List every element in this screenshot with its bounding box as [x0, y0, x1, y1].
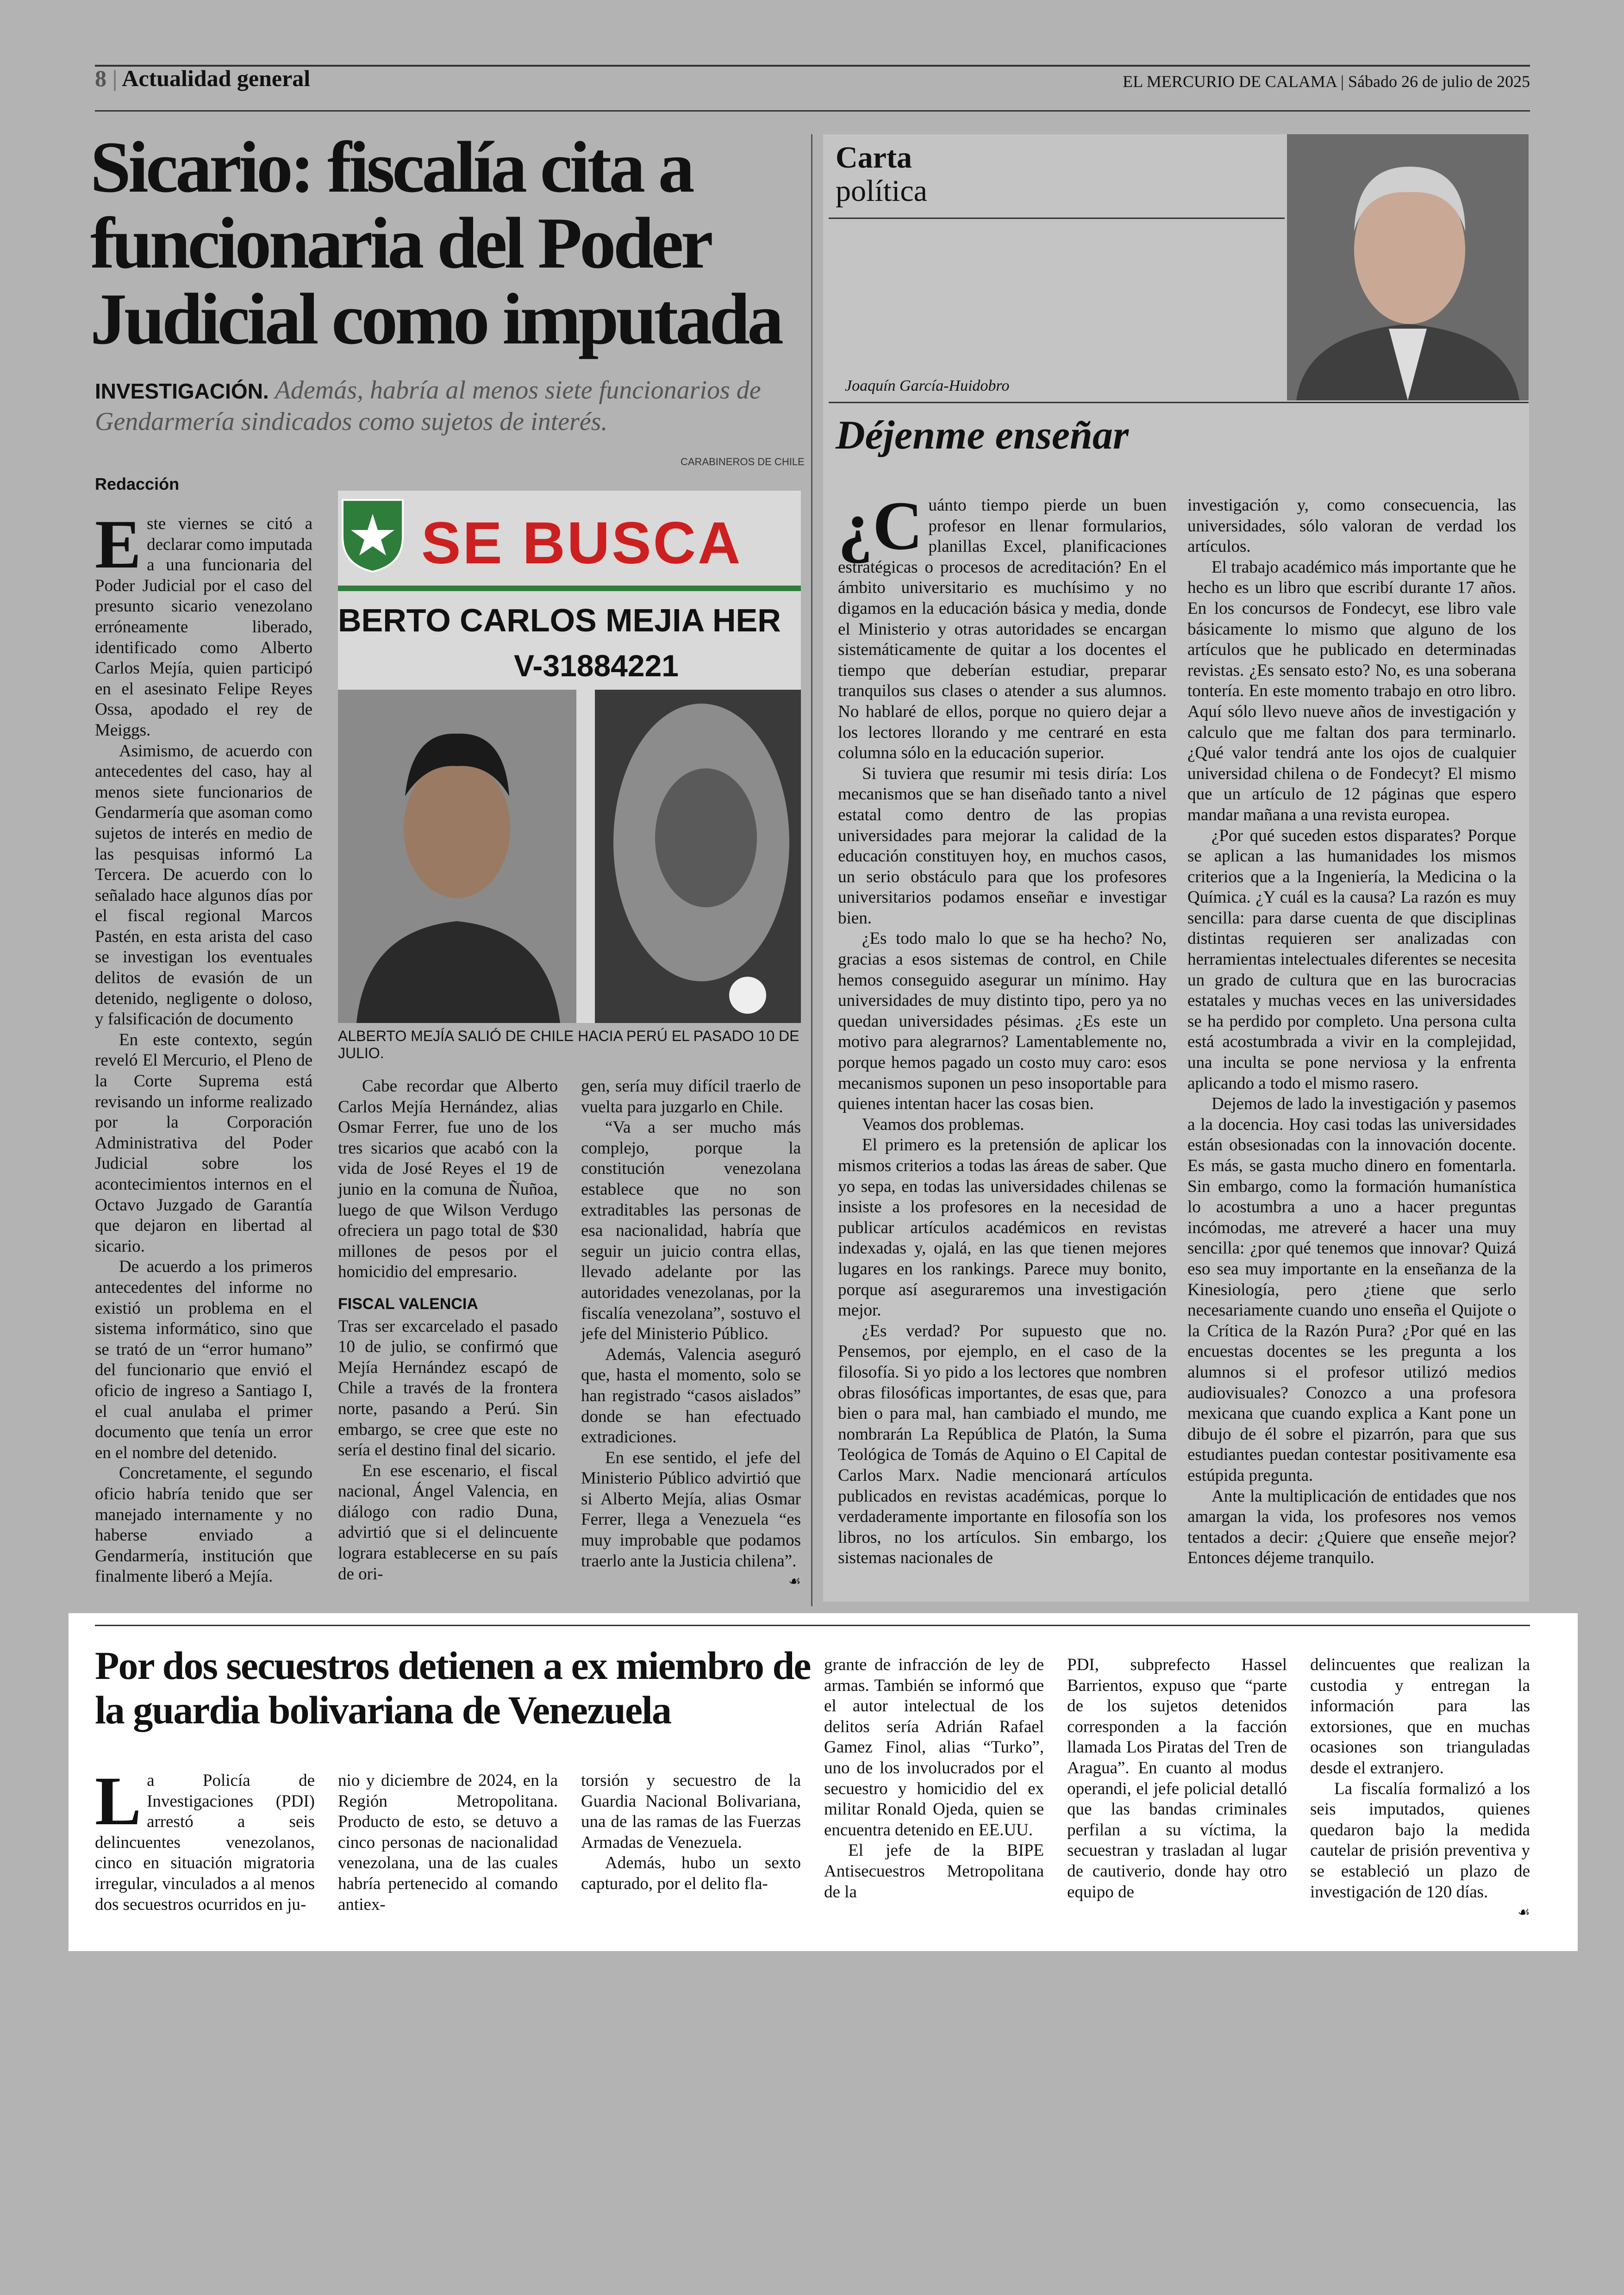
tattoo-photo [595, 690, 801, 1023]
paragraph: Además, Valencia aseguró que, hasta el momento, solo se han registrado “casos aislados” donde se han efectuado extradiciones. [581, 1345, 801, 1447]
bottom-column-1 [95, 1763, 315, 1915]
opinion-column-1 [838, 487, 1167, 1569]
author-portrait [1287, 134, 1529, 400]
poster-name: BERTO CARLOS MEJIA HER [338, 602, 781, 638]
paragraph: delincuentes que realizan la custodia y entregan la información para las extorsiones, que en muchas ocasiones son trianguladas desde el extranjero. [1310, 1655, 1530, 1777]
dropcap: E [95, 506, 142, 583]
poster-divider [338, 586, 801, 591]
paragraph: Veamos dos problemas. [862, 1115, 1024, 1134]
paragraph: PDI, subprefecto Hassel Barrientos, expuso que “parte de los sujetos detenidos corresponden a la facción llamada Los Piratas del Tren de Aragua”. En cuanto al modus operandi, el jefe policial detalló que las bandas criminales perfilan a su víctima, la secuestran y trasladan al lugar de cautiverio, donde hay otro equipo de [1067, 1655, 1287, 1902]
paragraph: Cabe recordar que Alberto Carlos Mejía Hernández, alias Osmar Ferrer, fue uno de los tres sicarios que acabó con la vida de José Reyes el 19 de junio en la comuna de Ñuñoa, luego de que Wilson Verdugo ofreciera un pago total de $30 millones de pesos por el homicidio del empresario. [338, 1077, 558, 1282]
opinion-section-label [836, 141, 927, 208]
paragraph: nio y diciembre de 2024, en la Región Metropolitana. Producto de esto, se detuvo a cinco personas de nacionalidad venezolana, una de las cuales habría pertenecido al comando antiex- [338, 1771, 558, 1914]
paragraph: Además, hubo un sexto capturado, por el delito fla- [581, 1853, 801, 1893]
paragraph: grante de infracción de ley de armas. También se informó que el autor intelectual de los delitos sería Adrián Rafael Gamez Finol, alias “Turko”, uno de los involucrados por el secuestro y homicidio del ex militar Ronald Ojeda, quien se encuentra detenido en EE.UU. [824, 1655, 1044, 1840]
paragraph: Tras ser excarcelado el pasado 10 de julio, se confirmó que Mejía Hernández escapó de Chile a través de la frontera norte, pasando a Perú. Sin embargo, se cree que este no sería el destino final del sicario. [338, 1316, 558, 1460]
main-column-3 [581, 1076, 801, 1592]
publication-info: EL MERCURIO DE CALAMA | Sábado 26 de julio de 2025 [1123, 72, 1530, 91]
paragraph: a Policía de Investigaciones (PDI) arrestó a seis delincuentes venezolanos, cinco en situación migratoria irregular, vinculados a al menos dos secuestros ocurridos en ju- [95, 1771, 315, 1914]
section-line-2: política [836, 174, 927, 208]
photo-credit: CARABINEROS DE CHILE [681, 456, 805, 468]
bottom-column-5 [1067, 1655, 1287, 1902]
bottom-column-2 [338, 1771, 558, 1915]
bottom-column-4 [824, 1655, 1044, 1902]
column-divider [811, 134, 812, 1606]
dropcap: ¿C [838, 487, 923, 564]
paragraph: El trabajo académico más importante que he hecho es un libro que escribí durante 17 años. En los concursos de Fondecyt, ese libro vale básicamente lo mismo que alguno de los artículos que he publicado en determinadas revistas. ¿Es sensato esto? No, es una soberana tontería. En este momento trabajo en otro libro. Aquí sólo llevo nueve años de investigación y calculo que me faltan dos para terminarlo. ¿Qué valor tendrá ante los ojos de cualquier universidad chilena o de Fondecyt? El mismo que un artículo de 12 páginas que espero mandar mañana a una revista europea. [1187, 557, 1516, 824]
section-line-1: Carta [836, 141, 912, 175]
end-mark-icon: ☙ [788, 1573, 801, 1590]
opinion-column-2 [1187, 495, 1516, 1569]
paragraph: torsión y secuestro de la Guardia Nacional Bolivariana, una de las ramas de las Fuerzas Armadas de Venezuela. [581, 1771, 801, 1852]
paragraph: Concretamente, el segundo oficio habría tenido que ser manejado internamente y no haberse enviado a Gendarmería, institución que finalmente liberó a Mejía. [95, 1464, 312, 1586]
main-kicker [95, 375, 799, 437]
main-column-2 [338, 1076, 558, 1584]
end-mark-icon: ☙ [1518, 1904, 1530, 1921]
main-headline: Sicario: fiscalía cita a funcionaria del Poder Judicial como imputada [90, 127, 781, 360]
kicker-text: Además, habría al menos siete funcionarios de Gendarmería sindicados como sujetos de interés. [95, 376, 761, 436]
kicker-label: INVESTIGACIÓN. [95, 379, 269, 403]
photo-caption: ALBERTO MEJÍA SALIÓ DE CHILE HACIA PERÚ EL PASADO 10 DE JULIO. [338, 1028, 800, 1061]
paragraph: En este contexto, según reveló El Mercurio, el Pleno de la Corte Suprema está revisando un informe realizado por la Corporación Administrativa del Poder Judicial sobre los acontecimientos internos en el Octavo Juzgado de Garantía que dejaron en libertad al sicario. [95, 1030, 312, 1256]
paragraph: Ante la multiplicación de entidades que nos amargan la vida, los profesores nos vemos tentados a decir: ¿Quiere que enseñe mejor? Entonces déjeme tranquilo. [1187, 1486, 1516, 1568]
publication-name: EL MERCURIO DE CALAMA [1123, 72, 1337, 91]
bottom-article-rule [95, 1625, 1530, 1626]
carabineros-badge-icon [338, 495, 407, 574]
paragraph: En ese escenario, el fiscal nacional, Ángel Valencia, en diálogo con radio Duna, advirtió que si el delincuente lograra establecerse en su país de ori- [338, 1461, 558, 1584]
bottom-column-3 [581, 1771, 801, 1895]
opinion-author: Joaquín García-Huidobro [845, 377, 1010, 394]
bottom-column-6 [1310, 1655, 1530, 1923]
paragraph: ¿Es verdad? Por supuesto que no. Pensemos, por ejemplo, en el caso de la filosofía. Si yo pido a los lectores que nombren obras filosóficas importantes, de esas que, para bien o para mal, han cambiado el mundo, me nombrarán La República de Platón, la Suma Teológica de Tomás de Aquino o El Capital de Carlos Marx. Nadie mencionará artículos publicados en revistas académicas, porque lo verdaderamente importante en filosofía son los libros, no los artículos. Sin embargo, los sistemas nacionales de [838, 1321, 1167, 1568]
paragraph: Dejemos de lado la investigación y pasemos a la docencia. Hoy casi todas las universidades están obsesionadas con la innovación docente. Es más, se gasta mucho dinero en fomentarla. Sin embargo, como la formación humanística lo acostumbra a uno a hacer preguntas incómodas, me atreveré a hacer una muy sencilla: ¿por qué tenemos que innovar? Quizá eso sea muy importante en la enseñanza de la Kinesiología, pero ¿tiene que serlo necesariamente cuando uno enseña el Quijote o la Crítica de la Razón Pura? ¿Por qué en las encuestas docentes se les pregunta a los alumnos si el profesor utilizó medios audiovisuales? Conozco a una profesora mexicana que cuando explica a Kant pone un dibujo de él sobre el pizarrón, para que sus estudiantes puedan contestar positivamente esa estúpida pregunta. [1187, 1094, 1516, 1485]
section-name: Actualidad general [122, 65, 311, 91]
header-bottom-rule [95, 110, 1530, 112]
poster-id: V-31884221 [514, 649, 679, 683]
paragraph: La fiscalía formalizó a los seis imputados, quienes quedaron bajo la medida cautelar de prisión preventiva y se estableció un plazo de investigación de 120 días. [1310, 1779, 1530, 1902]
paragraph: ¿Por qué suceden estos disparates? Porque se aplican a las humanidades los mismos criterios que a la Ingeniería, la Medicina o la Química. ¿Y cuál es la causa? La razón es muy sencilla: para darse cuenta de que disciplinas distintas requieren ser analizadas con herramientas intelectuales diferentes se necesita un grado de cultura que en las burocracias estatales y muchas veces en las universidades se ha perdido por completo. Una persona culta está acostumbrada a vivir en la complejidad, una inculta se pone nerviosa y la enfrenta aplicando a todo el mismo rasero. [1187, 826, 1516, 1093]
publication-date: Sábado 26 de julio de 2025 [1348, 72, 1530, 91]
page-number: 8 [95, 65, 106, 91]
paragraph: Si tuviera que resumir mi tesis diría: Los mecanismos que se han diseñado tanto a nivel estatal como dentro de las propias universidades para mejorar la calidad de la educación constituyen hoy, en muchos casos, un serio obstáculo para que los profesores universitarios podamos enseñar e investigar bien. [838, 764, 1167, 928]
opinion-rule [829, 218, 1285, 219]
paragraph: ste viernes se citó a declarar como imputada a una funcionaria del Poder Judicial por el caso del presunto sicario venezolano erróneamente liberado, identificado como Alberto Carlos Mejía, quien participó en el asesinato Felipe Reyes Ossa, apodado el rey de Meiggs. [95, 514, 312, 740]
subhead: FISCAL VALENCIA [338, 1295, 478, 1313]
main-column-1 [95, 506, 312, 1587]
poster-title: SE BUSCA [421, 510, 743, 576]
byline: Redacción [95, 474, 180, 493]
suspect-portrait [338, 690, 576, 1023]
wanted-poster-photo [338, 491, 801, 1023]
paragraph: ¿Es todo malo lo que se ha hecho? No, gracias a esos sistemas de control, en Chile hemos conseguido asegurar un mínimo. Hay universidades de muy distinto tipo, pero ya no quedan universidades pésimas. ¿Es este un motivo para alegrarnos? Lamentablemente no, porque hemos pagado un costo muy caro: esos mecanismos suponen un peso insoportable para quienes intentan hacer las cosas bien. [838, 929, 1167, 1114]
paragraph: El primero es la pretensión de aplicar los mismos criterios a todas las áreas de saber. Que yo sepa, en todas las universidades chilenas se insiste a los profesores en la necesidad de publicar artículos académicos en revistas indexadas y, ojalá, en las que tienen mejores lugares en los rankings. Parece muy bonito, porque así aseguraremos una investigación mejor. [838, 1135, 1167, 1320]
paragraph: De acuerdo a los primeros antecedentes del informe no existió un problema en el sistema informático, sino que se trató de un “error humano” del funcionario que envió el oficio de ingreso a Santiago I, el cual anulaba el primer documento que tenía un error en el nombre del detenido. [95, 1257, 312, 1462]
page-section: 8 | Actualidad general [95, 65, 311, 91]
dropcap: L [95, 1763, 142, 1840]
bottom-headline: Por dos secuestros detienen a ex miembro de la guardia bolivariana de Venezuela [95, 1643, 811, 1732]
paragraph: gen, sería muy difícil traerlo de vuelta para juzgarlo en Chile. [581, 1077, 801, 1116]
opinion-title-rule [829, 402, 1529, 403]
paragraph: investigación y, como consecuencia, las universidades, sólo valoran de verdad los artículos. [1187, 496, 1516, 556]
paragraph: uánto tiempo pierde un buen profesor en llenar formularios, planillas Excel, planificaciones estratégicas o procesos de acreditación? En el ámbito universitario es muchísimo y no digamos en la educación básica y media, donde el Ministerio y otras autoridades se encargan sistemáticamente de quitar a los docentes el tiempo que deberían estudiar, preparar tranquilos sus clases o atender a sus alumnos. No hablaré de ellos, porque no quiero dejar a los lectores llorando y me centraré en esta columna sólo en la educación superior. [838, 496, 1167, 763]
paragraph: Asimismo, de acuerdo con antecedentes del caso, hay al menos siete funcionarios de Gendarmería que asoman como sujetos de interés en medio de las pesquisas informó La Tercera. De acuerdo con lo señalado hace algunos días por el fiscal regional Marcos Pastén, en esta arista del caso se investigan los eventuales delitos de evasión de un detenido, negligente o doloso, y falsificación de documento [95, 741, 312, 1029]
opinion-title: Déjenme enseñar [836, 413, 1129, 458]
paragraph: “Va a ser mucho más complejo, porque la constitución venezolana establece que no son extraditables las personas de esa nacionalidad, habría que seguir un juicio contra ellas, llevado adelante por las autoridades venezolanas, por la fiscalía venezolana”, sostuvo el jefe del Ministerio Público. [581, 1118, 801, 1344]
paragraph: El jefe de la BIPE Antisecuestros Metropolitana de la [824, 1841, 1044, 1902]
paragraph: En ese sentido, el jefe del Ministerio Público advirtió que si Alberto Mejía, alias Osmar Ferrer, llega a Venezuela “es muy improbable que podamos traerlo ante la Justicia chilena”. [581, 1448, 801, 1571]
